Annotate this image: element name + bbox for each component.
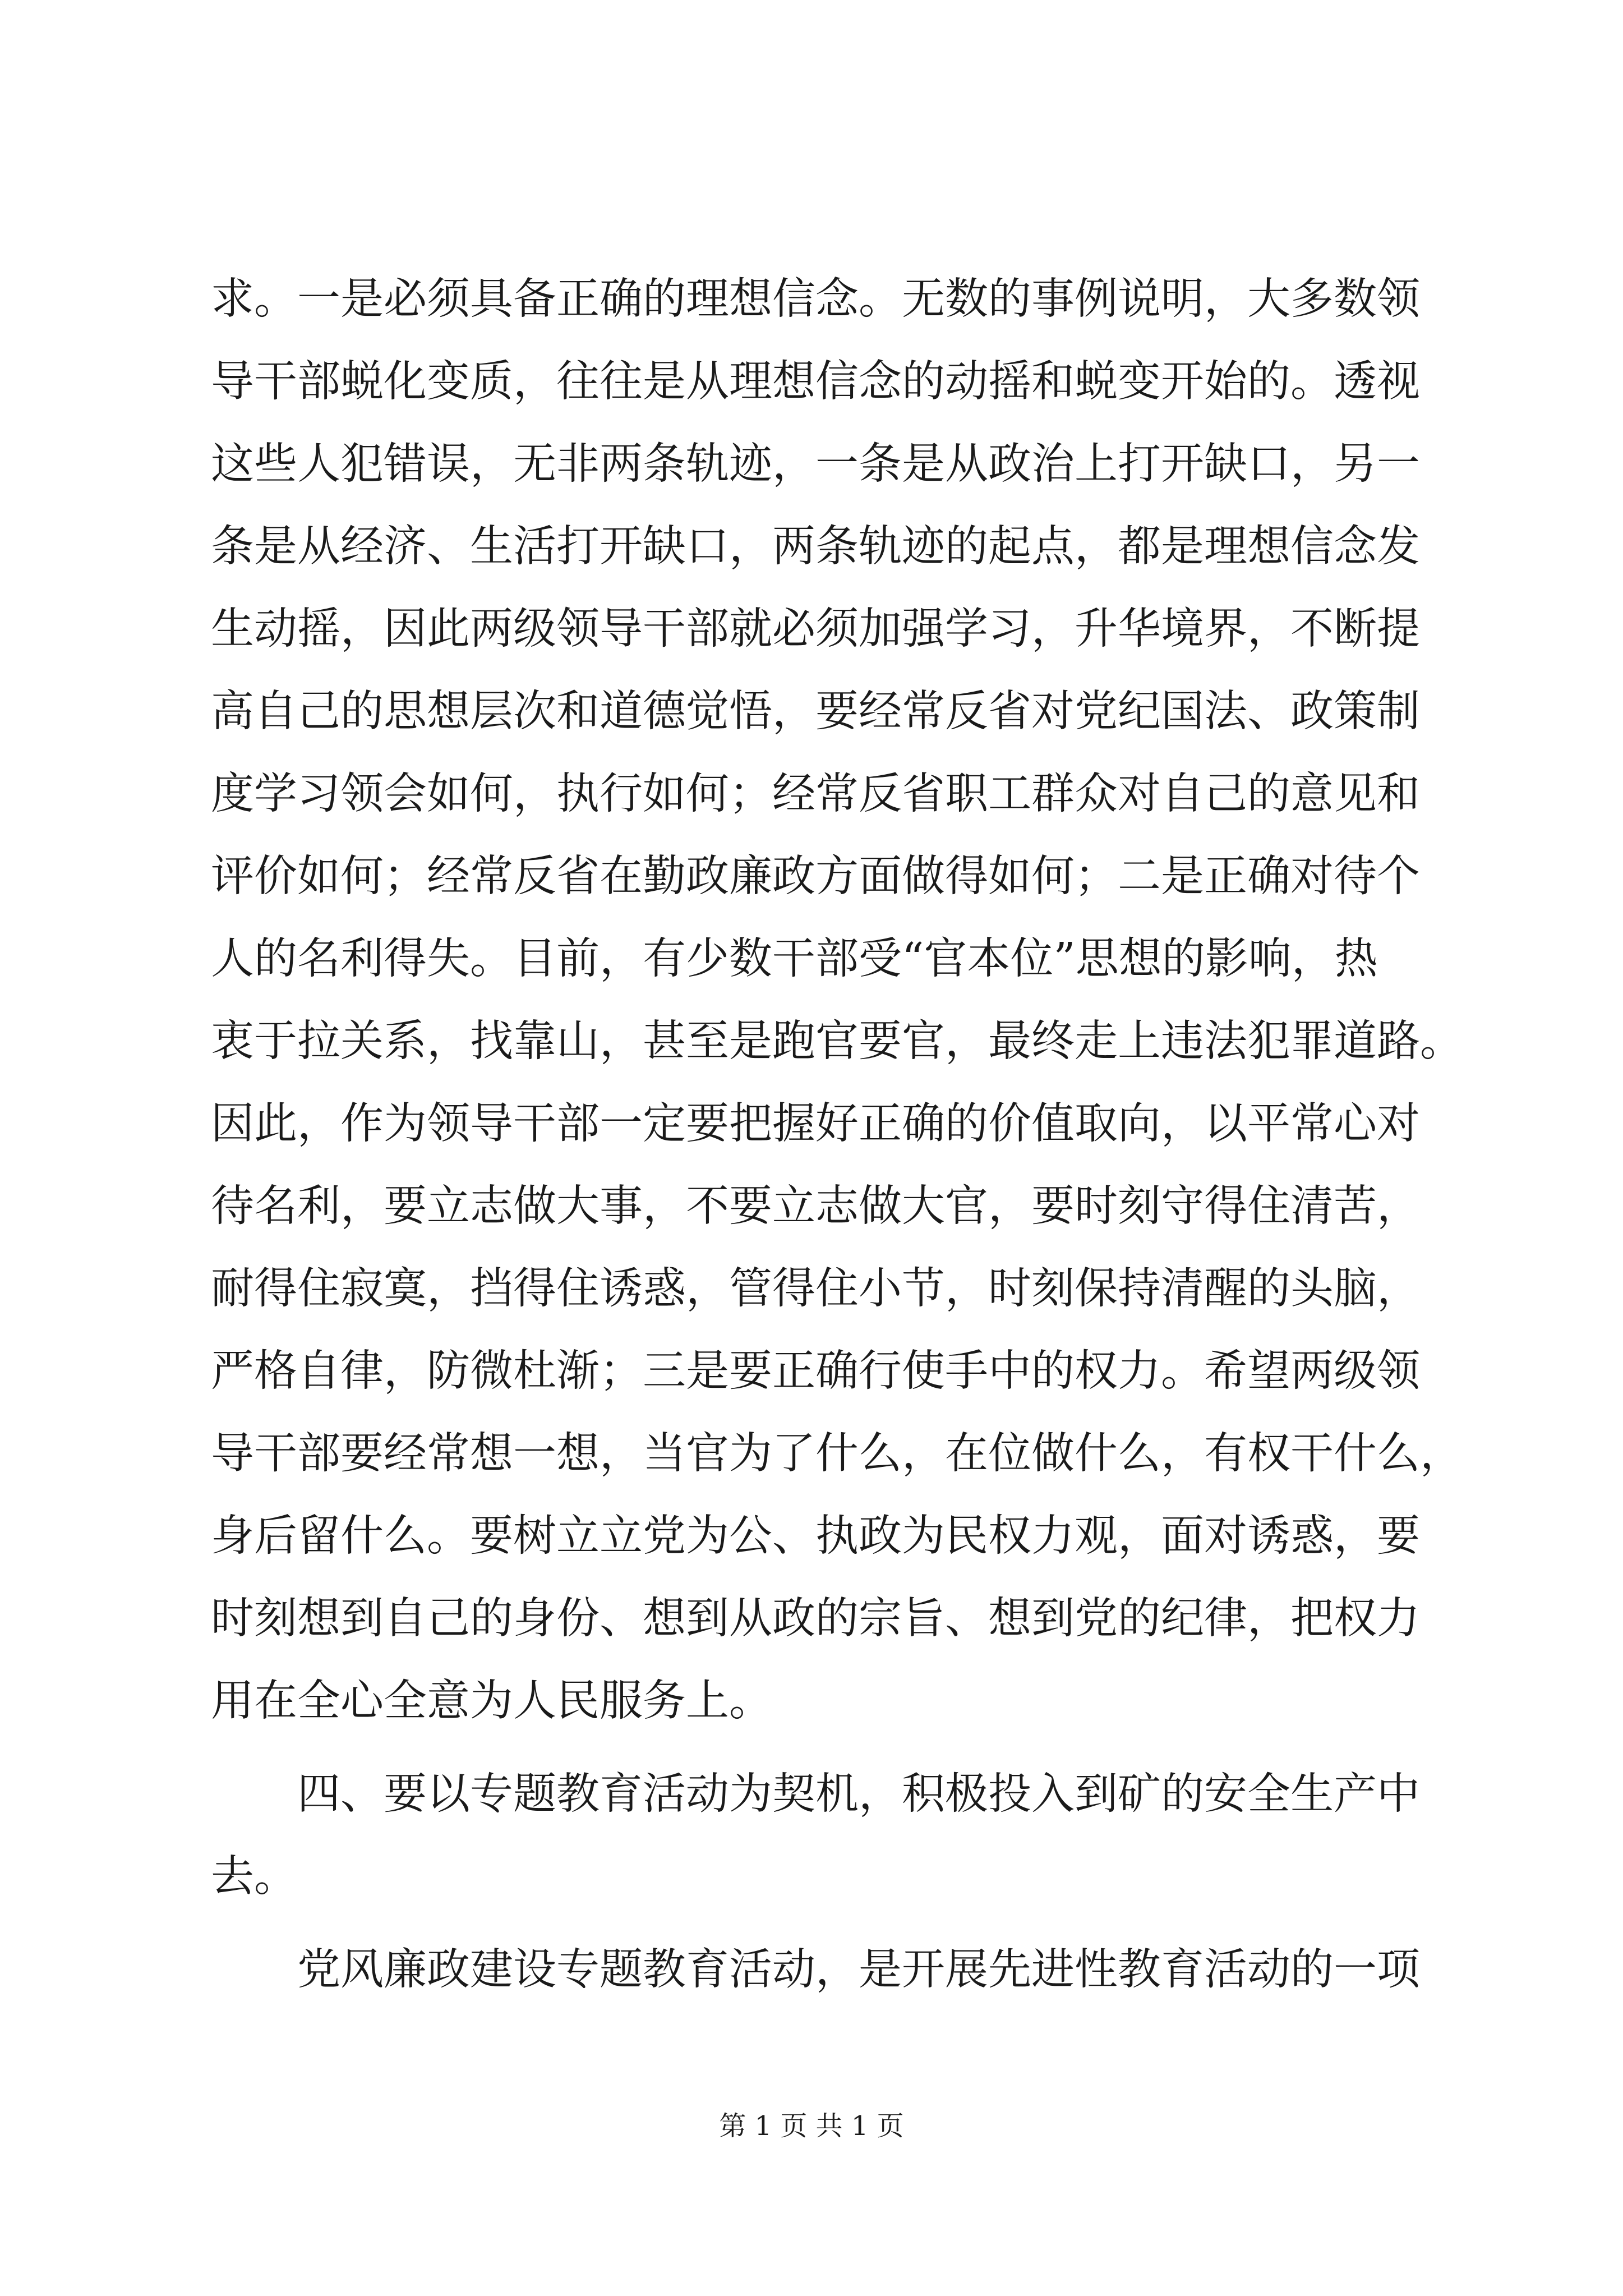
text-line: 党风廉政建设专题教育活动，是开展先进性教育活动的一项	[297, 1945, 1420, 1995]
text-line: 严格自律，防微杜渐；三是要正确行使手中的权力。希望两级领	[211, 1346, 1420, 1396]
text-line: 人的名利得失。目前，有少数干部受“官本位”思想的影响，热	[211, 934, 1378, 984]
paragraph-gap	[211, 1918, 1418, 1929]
text-line: 生动摇，因此两级领导干部就必须加强学习，升华境界，不断提	[211, 604, 1420, 654]
document-body	[211, 258, 1463, 2011]
text-line: 评价如何；经常反省在勤政廉政方面做得如何；二是正确对待个	[211, 852, 1420, 901]
page-footer: 第 1 页 共 1 页	[719, 2110, 904, 2142]
text-line: 因此，作为领导干部一定要把握好正确的价值取向，以平常心对	[211, 1099, 1420, 1149]
text-line: 待名利，要立志做大事，不要立志做大官，要时刻守得住清苦，	[211, 1181, 1420, 1231]
text-line: 衷于拉关系，找靠山，甚至是跑官要官，最终走上违法犯罪道路。	[211, 1016, 1463, 1066]
text-line: 用在全心全意为人民服务上。	[211, 1676, 772, 1726]
text-line: 导干部蜕化变质，往往是从理想信念的动摇和蜕变开始的。透视	[211, 357, 1420, 407]
text-line: 度学习领会如何，执行如何；经常反省职工群众对自己的意见和	[211, 769, 1420, 819]
text-line: 高自己的思想层次和道德觉悟，要经常反省对党纪国法、政策制	[211, 687, 1420, 737]
text-line: 时刻想到自己的身份、想到从政的宗旨、想到党的纪律，把权力	[211, 1594, 1420, 1644]
text-line: 身后留什么。要树立立党为公、执政为民权力观，面对诱惑，要	[211, 1511, 1420, 1561]
text-line: 耐得住寂寞，挡得住诱惑，管得住小节，时刻保持清醒的头脑，	[211, 1264, 1420, 1314]
section-heading-line: 去。	[211, 1852, 297, 1902]
text-line: 导干部要经常想一想，当官为了什么，在位做什么，有权干什么，	[211, 1429, 1463, 1479]
paragraph-gap	[211, 1742, 1418, 1753]
text-line: 求。一是必须具备正确的理想信念。无数的事例说明，大多数领	[211, 274, 1420, 324]
text-line: 条是从经济、生活打开缺口，两条轨迹的起点，都是理想信念发	[211, 522, 1420, 572]
section-heading-line: 四、要以专题教育活动为契机，积极投入到矿的安全生产中	[297, 1769, 1420, 1819]
text-line: 这些人犯错误，无非两条轨迹，一条是从政治上打开缺口，另一	[211, 439, 1420, 489]
